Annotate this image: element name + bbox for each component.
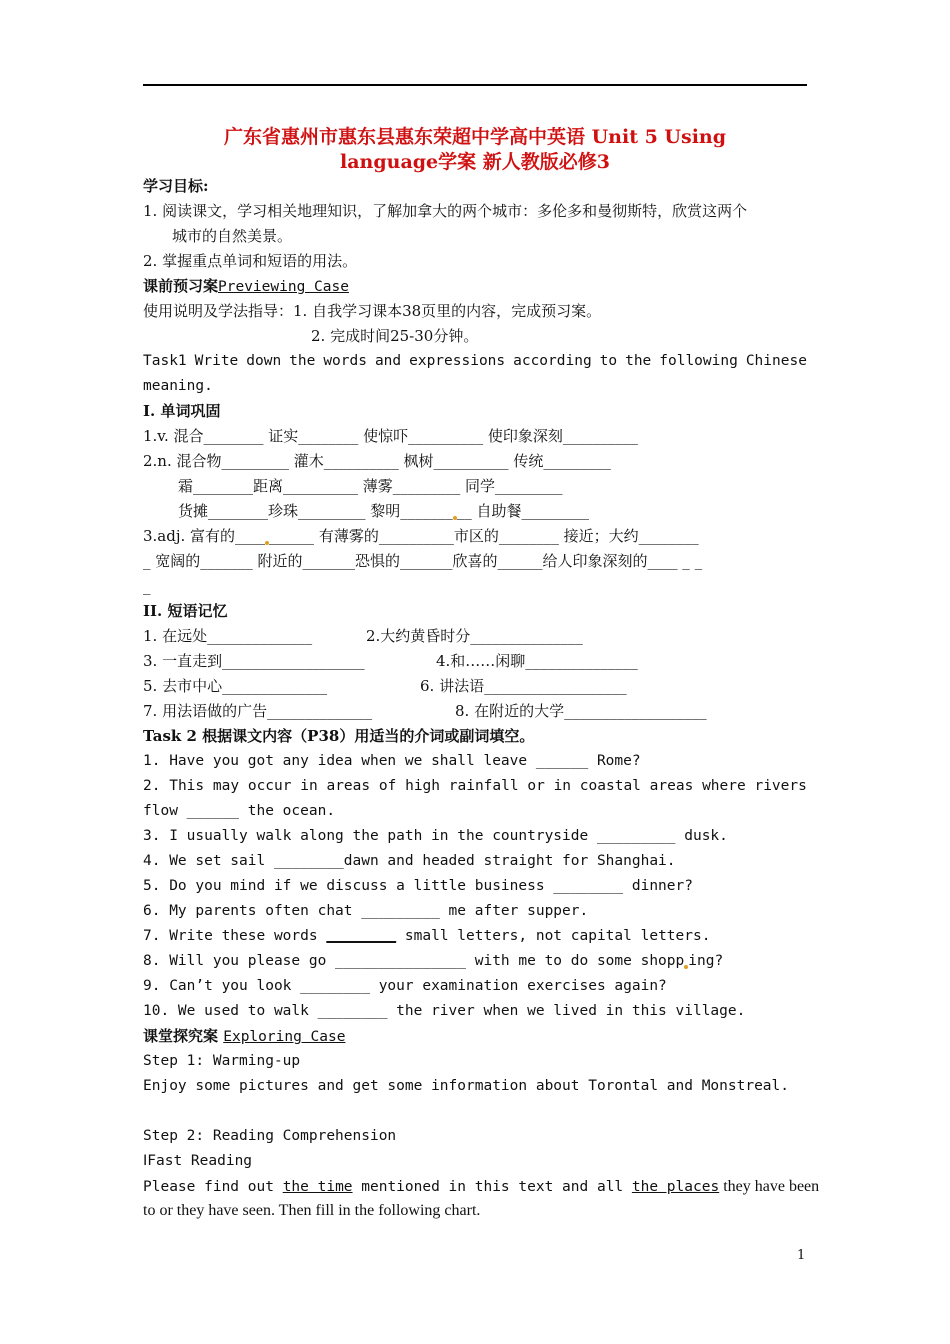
word: of [378, 778, 397, 794]
header-rule [143, 84, 807, 86]
question-6: 6. My parents often chat _________ me after supper. [143, 903, 589, 919]
nouns-line-3a: 货摊________珍珠_________ 黎明_______ [178, 502, 453, 520]
word: high [405, 778, 441, 794]
verbs-line: 1.v. 混合________ 证实________ 使惊吓__________ 使印象深刻__________ [143, 427, 638, 445]
word: where [702, 778, 746, 794]
goal-2: 2. 掌握重点单词和短语的用法。 [143, 252, 358, 270]
word: or [527, 778, 545, 794]
nouns-line-1: 2.n. 混合物_________ 灌木__________ 枫树__________ 传统_________ [143, 452, 611, 470]
doc-title-line1: 广东省惠州市惠东县惠东荣超中学高中英语 Unit 5 Using [223, 126, 727, 148]
fast-reading-instruction-cont: to or they have seen. Then fill in the following chart. [143, 1202, 481, 1219]
phrase-2: 2.大约黄昏时分_______________ [366, 627, 583, 645]
word: Chinese [745, 353, 807, 369]
word: areas [326, 778, 371, 794]
step-2-heading: Step 2: Reading Comprehension [143, 1128, 397, 1144]
task1-instruction [143, 350, 807, 372]
nouns-line-2: 霜________距离__________ 薄雾_________ 同学_________ [178, 477, 563, 495]
word: Task1 [143, 353, 187, 369]
question-2 [143, 775, 807, 797]
question-7 [143, 925, 710, 947]
adjectives-line-1a: 3.adj. 富有的____ [143, 527, 266, 545]
adjectives-line-2: _ 宽阔的_______ 附近的_______恐惧的_______欣喜的______给人印象深刻的____ _ _ [143, 552, 703, 570]
word: rainfall [448, 778, 519, 794]
doc-title-line2: language学案 新人教版必修3 [340, 151, 610, 173]
fast-reading-instruction [143, 1175, 819, 1198]
section-1-heading: I. 单词巩固 [143, 402, 221, 420]
word: may [212, 778, 240, 794]
word: coastal [579, 778, 641, 794]
question-7a: 7. Write these words [143, 928, 327, 944]
phrase-7: 7. 用法语做的广告______________ [143, 702, 373, 720]
page-number: 1 [797, 1248, 806, 1263]
word: areas [649, 778, 694, 794]
preview-heading [143, 275, 349, 298]
word: the [289, 353, 316, 369]
section-2-heading: II. 短语记忆 [143, 602, 228, 620]
the-places-underlined: the places [631, 1179, 720, 1195]
question-7b: small letters, not capital letters. [396, 928, 711, 944]
nouns-line-3b: __ 自助餐_________ [456, 502, 590, 520]
preview-cn: 课前预习案 [143, 277, 219, 295]
adjectives-line-1 [143, 525, 699, 547]
warming-up-text: Enjoy some pictures and get some information about Torontal and Monstreal. [143, 1078, 790, 1094]
word: occur [247, 778, 292, 794]
phrase-3: 3. 一直走到___________________ [143, 652, 365, 670]
word: in [553, 778, 572, 794]
word: and [374, 353, 402, 369]
explore-en: Exploring Case [223, 1029, 346, 1045]
explore-cn: 课堂探究案 [143, 1027, 224, 1045]
question-2-cont: flow ______ the ocean. [143, 803, 336, 819]
the-time-underlined: the time [282, 1179, 353, 1195]
instructions-2: 2. 完成时间25-30分钟。 [311, 327, 479, 345]
phrase-5: 5. 去市中心______________ [143, 677, 328, 695]
question-3: 3. I usually walk along the path in the countryside _________ dusk. [143, 828, 728, 844]
adjectives-line-3: _ [143, 577, 151, 595]
question-1: 1. Have you got any idea when we shall leave ______ Rome? [143, 753, 641, 769]
goal-1: 1. 阅读课文，学习相关地理知识，了解加拿大的两个城市：多伦多和曼彻斯特，欣赏这两个 [143, 202, 748, 220]
phrase-4: 4.和……闲聊_______________ [436, 652, 638, 670]
word: expressions [409, 353, 506, 369]
phrase-8: 8. 在附近的大学___________________ [455, 702, 707, 720]
nouns-line-3 [178, 500, 589, 522]
word: in [300, 778, 318, 794]
task2-heading: Task 2 根据课文内容（P38）用适当的介词或副词填空。 [143, 727, 535, 745]
explore-heading [143, 1025, 345, 1048]
question-10: 10. We used to walk ________ the river when we lived in this village. [143, 1003, 746, 1019]
word: rivers [754, 778, 807, 794]
instr-part: Please find out [143, 1179, 283, 1195]
question-8 [143, 950, 723, 972]
word: according [513, 353, 592, 369]
question-8b: ing? [688, 953, 724, 969]
step-1-heading: Step 1: Warming-up [143, 1053, 301, 1069]
word: This [169, 778, 205, 794]
fast-reading-heading: ⅠFast Reading [143, 1153, 253, 1169]
instructions-1: 使用说明及学法指导：1. 自我学习课本38页里的内容，完成预习案。 [143, 302, 602, 320]
phrase-1: 1. 在远处______________ [143, 627, 313, 645]
task1-instruction-cont: meaning. [143, 378, 213, 394]
word: following [659, 353, 738, 369]
goal-1-cont: 城市的自然美景。 [172, 227, 293, 245]
answer-blank [326, 928, 396, 944]
word: to [599, 353, 618, 369]
goals-heading: 学习目标: [143, 177, 209, 195]
word: the [625, 353, 652, 369]
preview-en: Previewing Case [218, 279, 349, 295]
instr-part: they have been [719, 1178, 820, 1195]
word: 2. [143, 778, 161, 794]
word: down [246, 353, 282, 369]
phrase-6: 6. 讲法语___________________ [420, 677, 627, 695]
question-4: 4. We set sail ________dawn and headed straight for Shanghai. [143, 853, 676, 869]
instr-part: mentioned in this text and all [352, 1179, 632, 1195]
question-5: 5. Do you mind if we discuss a little business ________ dinner? [143, 878, 693, 894]
adjectives-line-1b: ______ 有薄雾的__________市区的________ 接近；大约________ [269, 527, 699, 545]
question-8a: 8. Will you please go _______________ with me to do some shopp [143, 953, 685, 969]
word: Write [194, 353, 239, 369]
word: words [323, 353, 367, 369]
question-9: 9. Can’t you look ________ your examination exercises again? [143, 978, 667, 994]
